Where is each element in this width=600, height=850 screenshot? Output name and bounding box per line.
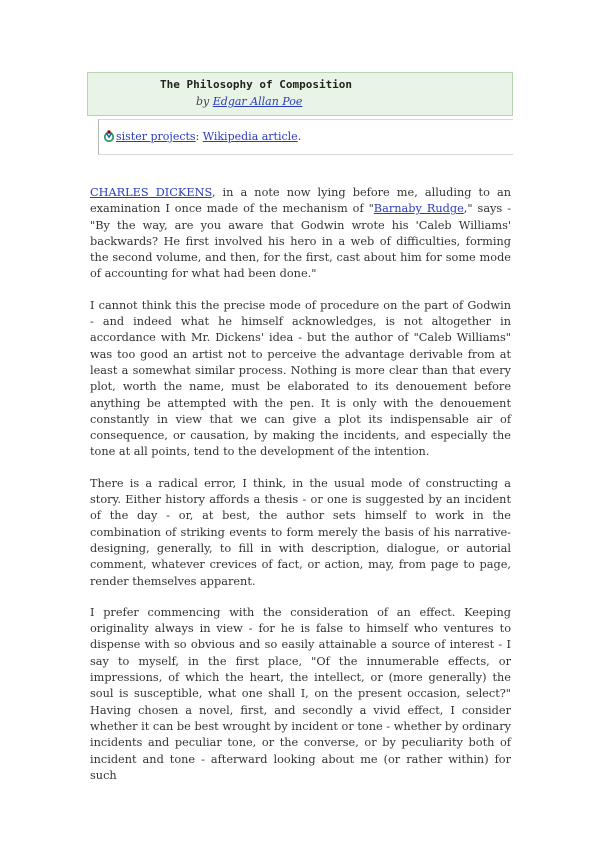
byline-prefix: by bbox=[196, 95, 210, 108]
byline bbox=[196, 95, 302, 108]
paragraph-1 bbox=[90, 185, 511, 283]
sister-separator: : bbox=[195, 130, 203, 143]
sister-projects-link[interactable]: sister projects bbox=[116, 130, 196, 143]
sister-end: . bbox=[297, 130, 302, 143]
title-header-box bbox=[87, 72, 513, 116]
sister-projects-box bbox=[98, 119, 513, 155]
article-body bbox=[90, 185, 511, 799]
wikipedia-article-link[interactable]: Wikipedia article bbox=[202, 130, 298, 143]
barnaby-rudge-link[interactable]: Barnaby Rudge bbox=[373, 202, 464, 216]
paragraph-1-text-a: , in a note now lying before me, alluding to an examination I once made of the mechanism of " bbox=[90, 186, 512, 216]
paragraph-2: I cannot think this the precise mode of procedure on the part of Godwin - and indeed what he himself acknowledges, is not altogether in accordance with Mr. Dickens' idea - but the author of "Caleb Williams" was too good an artist not to perceive the advantage derivable from at least a somewhat similar process. Nothing is more clear than that every plot, worth the name, must be elaborated to its denouement before anything be attempted with the pen. It is only with the denouement constantly in view that we can give a plot its indispensable air of consequence, or causation, by making the incidents, and especially the tone at all points, tend to the development of the intention. bbox=[90, 298, 511, 459]
sister-projects-line bbox=[103, 130, 301, 145]
paragraph-1-text-b: ," says - "By the way, are you aware that Godwin wrote his 'Caleb Williams' backwards? He first involved his hero in a web of difficulties, forming the second volume, and then, for the first, cast about him for some mode of accounting for what had been done." bbox=[90, 202, 512, 281]
wikimedia-icon bbox=[103, 130, 115, 145]
paragraph-4: I prefer commencing with the consideration of an effect. Keeping originality always in view - for he is false to himself who ventures to dispense with so obvious and so easily attainable a source of interest - I say to myself, in the first place, "Of the innumerable effects, or impressions, of which the heart, the intellect, or (more generally) the soul is susceptible, what one shall I, on the present occasion, select?" Having chosen a novel, first, and secondly a vivid effect, I consider whether it can be best wrought by incident or tone - whether by ordinary incidents and peculiar tone, or the converse, or by peculiarity both of incident and tone - afterward looking about me (or rather within) for such bbox=[90, 605, 511, 782]
page-title: The Philosophy of Composition bbox=[160, 78, 353, 91]
charles-dickens-link[interactable]: CHARLES DICKENS bbox=[90, 186, 212, 199]
author-link[interactable]: Edgar Allan Poe bbox=[212, 95, 303, 108]
paragraph-3: There is a radical error, I think, in the usual mode of constructing a story. Either history affords a thesis - or one is suggested by an incident of the day - or, at best, the author sets himself to work in the combination of striking events to form merely the basis of his narrative-designing, generally, to fill in with description, dialogue, or autorial comment, whatever crevices of fact, or action, may, from page to page, render themselves apparent. bbox=[90, 476, 511, 588]
